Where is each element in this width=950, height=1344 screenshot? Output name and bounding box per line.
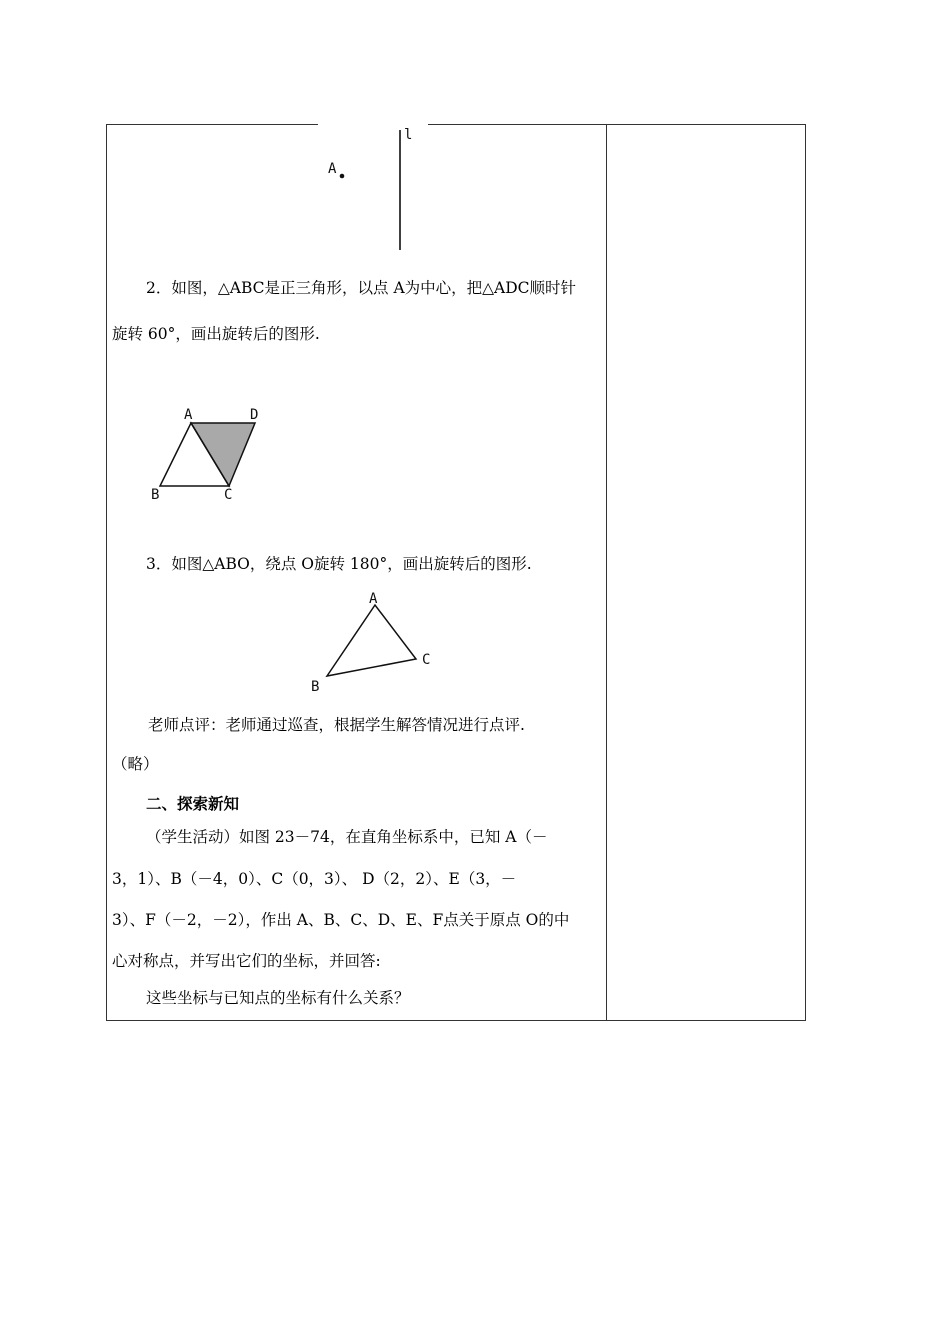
triangle-abo xyxy=(327,605,416,676)
figure2-label-d: D xyxy=(250,407,259,423)
line-l-label: l xyxy=(404,127,413,143)
activity-line-2: 3，1）、B（－4，0）、C（0，3）、 D（2，2）、E（3，－ xyxy=(112,870,517,888)
activity-line-1: （学生活动）如图 23－74，在直角坐标系中，已知 A（－ xyxy=(146,828,548,846)
figure-triangle-abc-adc xyxy=(140,400,280,510)
problem-2-line-2: 旋转 60°，画出旋转后的图形. xyxy=(112,325,320,343)
figure-point-and-line xyxy=(320,124,430,254)
section-heading: 二、探索新知 xyxy=(146,795,240,813)
teacher-comment-line-2: （略） xyxy=(112,755,159,773)
figure-triangle-abc-adc-svg xyxy=(140,400,280,510)
activity-line-4: 心对称点，并写出它们的坐标，并回答: xyxy=(112,952,381,970)
figure-point-and-line-svg xyxy=(320,124,430,254)
figure3-label-b: B xyxy=(311,679,320,695)
figure3-label-a: A xyxy=(369,591,378,607)
figure-triangle-abo-svg xyxy=(300,588,450,698)
point-a-label: A xyxy=(328,161,337,177)
figure2-label-b: B xyxy=(151,487,160,503)
figure2-label-a: A xyxy=(184,407,193,423)
activity-line-5: 这些坐标与已知点的坐标有什么关系？ xyxy=(146,989,410,1007)
teacher-comment-line-1: 老师点评：老师通过巡查，根据学生解答情况进行点评. xyxy=(148,716,525,734)
figure3-label-c: C xyxy=(422,652,431,668)
figure-triangle-abo xyxy=(300,588,450,698)
problem-2-line-1: 2．如图，△ABC是正三角形，以点 A为中心，把△ADC顺时针 xyxy=(146,279,577,297)
figure2-label-c: C xyxy=(224,487,233,503)
point-a-dot xyxy=(340,174,345,179)
problem-3-line-1: 3．如图△ABO，绕点 O旋转 180°，画出旋转后的图形. xyxy=(146,555,532,573)
table-column-divider xyxy=(606,124,607,1021)
activity-line-3: 3）、F（－2，－2），作出 A、B、C、D、E、F点关于原点 O的中 xyxy=(112,911,570,929)
